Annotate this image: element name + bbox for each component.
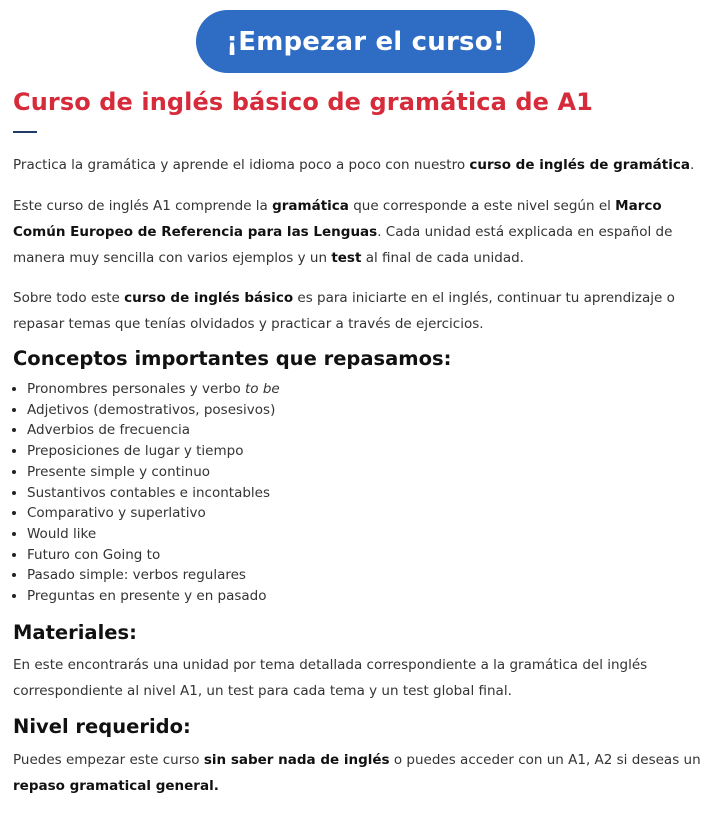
concepts-heading: Conceptos importantes que repasamos: [13, 347, 452, 370]
intro-paragraph-3 [13, 285, 713, 337]
materials-heading: Materiales: [13, 621, 137, 644]
list-item: • Preguntas en presente y en pasado [27, 586, 280, 607]
intro-p2-text-e: . Cada unidad está explicada en español de manera muy sencilla con varios ejemplos y un [13, 224, 673, 266]
cta-container [196, 10, 535, 73]
list-item: • Futuro con Going to [27, 545, 280, 566]
page-title: Curso de inglés básico de gramática de A1 [13, 88, 593, 116]
level-paragraph [13, 747, 713, 799]
list-item: • Adverbios de frecuencia [27, 420, 280, 441]
concepts-list [13, 379, 280, 607]
list-item: • Pasado simple: verbos regulares [27, 565, 280, 586]
intro-paragraph-1 [13, 152, 713, 178]
level-bold-review: repaso gramatical general. [13, 778, 219, 794]
list-item: • Preposiciones de lugar y tiempo [27, 441, 280, 462]
list-item: • Adjetivos (demostrativos, posesivos) [27, 400, 280, 421]
intro-p3-text-a: Sobre todo este [13, 290, 125, 306]
intro-p1-end: . [689, 157, 695, 173]
intro-paragraph-2 [13, 193, 713, 271]
list-item-italic: to be [245, 381, 280, 397]
level-text-c: o puedes acceder con un A1, A2 si deseas un [389, 752, 701, 768]
materials-paragraph: En este encontrarás una unidad por tema detallada correspondiente a la gramática del inglés correspondiente al nivel A1, un test para cada tema y un test global final. [13, 657, 648, 699]
list-item: • Would like [27, 524, 280, 545]
list-item [27, 379, 280, 400]
intro-p3-bold: curso de inglés básico [124, 290, 294, 306]
list-item: • Comparativo y superlativo [27, 503, 280, 524]
list-item: • Presente simple y continuo [27, 462, 280, 483]
intro-p2-text-a: Este curso de inglés A1 comprende la [13, 198, 273, 214]
intro-p2-text-g: al final de cada unidad. [361, 250, 524, 266]
level-text-a: Puedes empezar este curso [13, 752, 204, 768]
level-heading: Nivel requerido: [13, 715, 191, 738]
intro-p2-bold-mcer: Marco Común Europeo de Referencia para las Lenguas [13, 198, 662, 240]
intro-p2-bold-grammar: gramática [272, 198, 349, 214]
intro-p1-bold: curso de inglés de gramática [469, 157, 690, 173]
intro-p2-text-c: que corresponde a este nivel según el [348, 198, 616, 214]
list-item-text: Pronombres personales y verbo [27, 381, 246, 397]
level-bold-no-english: sin saber nada de inglés [203, 752, 390, 768]
title-underline [13, 131, 37, 133]
intro-p3-text-c: es para iniciarte en el inglés, continuar tu aprendizaje o repasar temas que tenías olvidados y practicar a través de ejercicios. [13, 290, 675, 332]
intro-p2-bold-test: test [331, 250, 362, 266]
list-item: • Sustantivos contables e incontables [27, 483, 280, 504]
start-course-button[interactable]: ¡Empezar el curso! [196, 10, 535, 73]
intro-p1-text: Practica la gramática y aprende el idioma poco a poco con nuestro [13, 157, 470, 173]
